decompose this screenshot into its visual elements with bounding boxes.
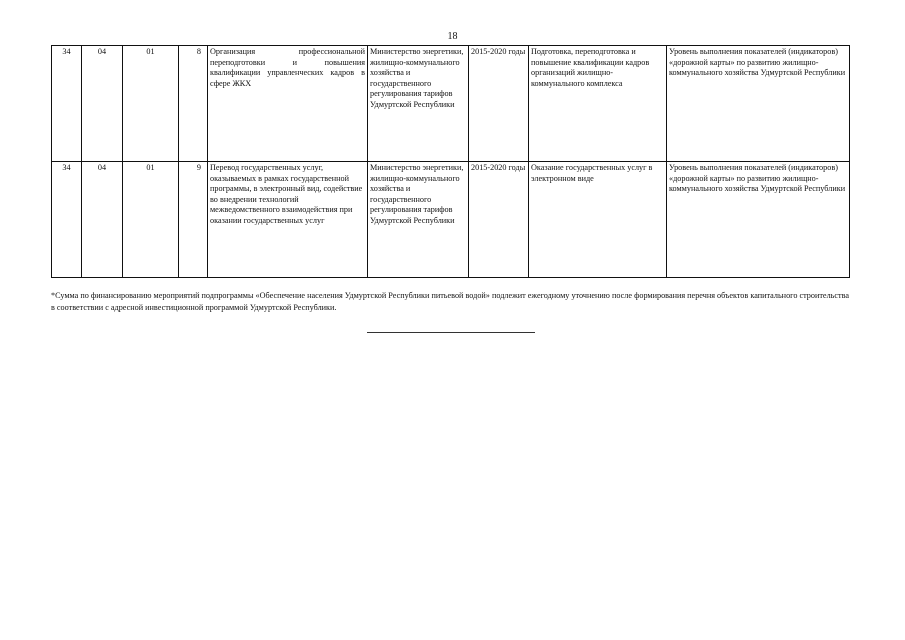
code-subprogram: 04 bbox=[82, 46, 123, 162]
activity-name: Перевод государственных услуг, оказываемых в рамках государственной программы, в электронный вид, содействие во внедрении технологий межведомственного взаимодействия при оказании государственных услуг bbox=[208, 162, 368, 278]
responsible-executor: Министерство энергетики, жилищно-коммунального хозяйства и государственного регулирования тарифов Удмуртской Республики bbox=[368, 46, 469, 162]
related-indicator: Уровень выполнения показателей (индикаторов) «дорожной карты» по развитию жилищно-коммунального хозяйства Удмуртской Республики bbox=[667, 162, 850, 278]
code-main-activity: 01 bbox=[123, 162, 179, 278]
expected-result: Подготовка, переподготовка и повышение квалификации кадров организаций жилищно-коммунального комплекса bbox=[529, 46, 667, 162]
code-program: 34 bbox=[52, 46, 82, 162]
program-table bbox=[51, 45, 850, 278]
responsible-executor: Министерство энергетики, жилищно-коммунального хозяйства и государственного регулирования тарифов Удмуртской Республики bbox=[368, 162, 469, 278]
activity-name: Организация профессиональной переподготовки и повышения квалификации управленческих кадров в сфере ЖКХ bbox=[208, 46, 368, 162]
related-indicator: Уровень выполнения показателей (индикаторов) «дорожной карты» по развитию жилищно-коммунального хозяйства Удмуртской Республики bbox=[667, 46, 850, 162]
code-program: 34 bbox=[52, 162, 82, 278]
implementation-period: 2015-2020 годы bbox=[469, 46, 529, 162]
code-main-activity: 01 bbox=[123, 46, 179, 162]
separator-line bbox=[367, 332, 535, 333]
code-activity: 9 bbox=[179, 162, 208, 278]
page-number: 18 bbox=[447, 31, 458, 42]
code-subprogram: 04 bbox=[82, 162, 123, 278]
footnote: *Сумма по финансированию мероприятий подпрограммы «Обеспечение населения Удмуртской Республики питьевой водой» подлежит ежегодному уточнению после формирования перечня объектов капитального строительства в соответствии с адресной инвестиционной программой Удмуртской Республики. bbox=[51, 291, 849, 312]
implementation-period: 2015-2020 годы bbox=[469, 162, 529, 278]
table-row bbox=[52, 46, 850, 162]
code-activity: 8 bbox=[179, 46, 208, 162]
table-row bbox=[52, 162, 850, 278]
expected-result: Оказание государственных услуг в электронном виде bbox=[529, 162, 667, 278]
